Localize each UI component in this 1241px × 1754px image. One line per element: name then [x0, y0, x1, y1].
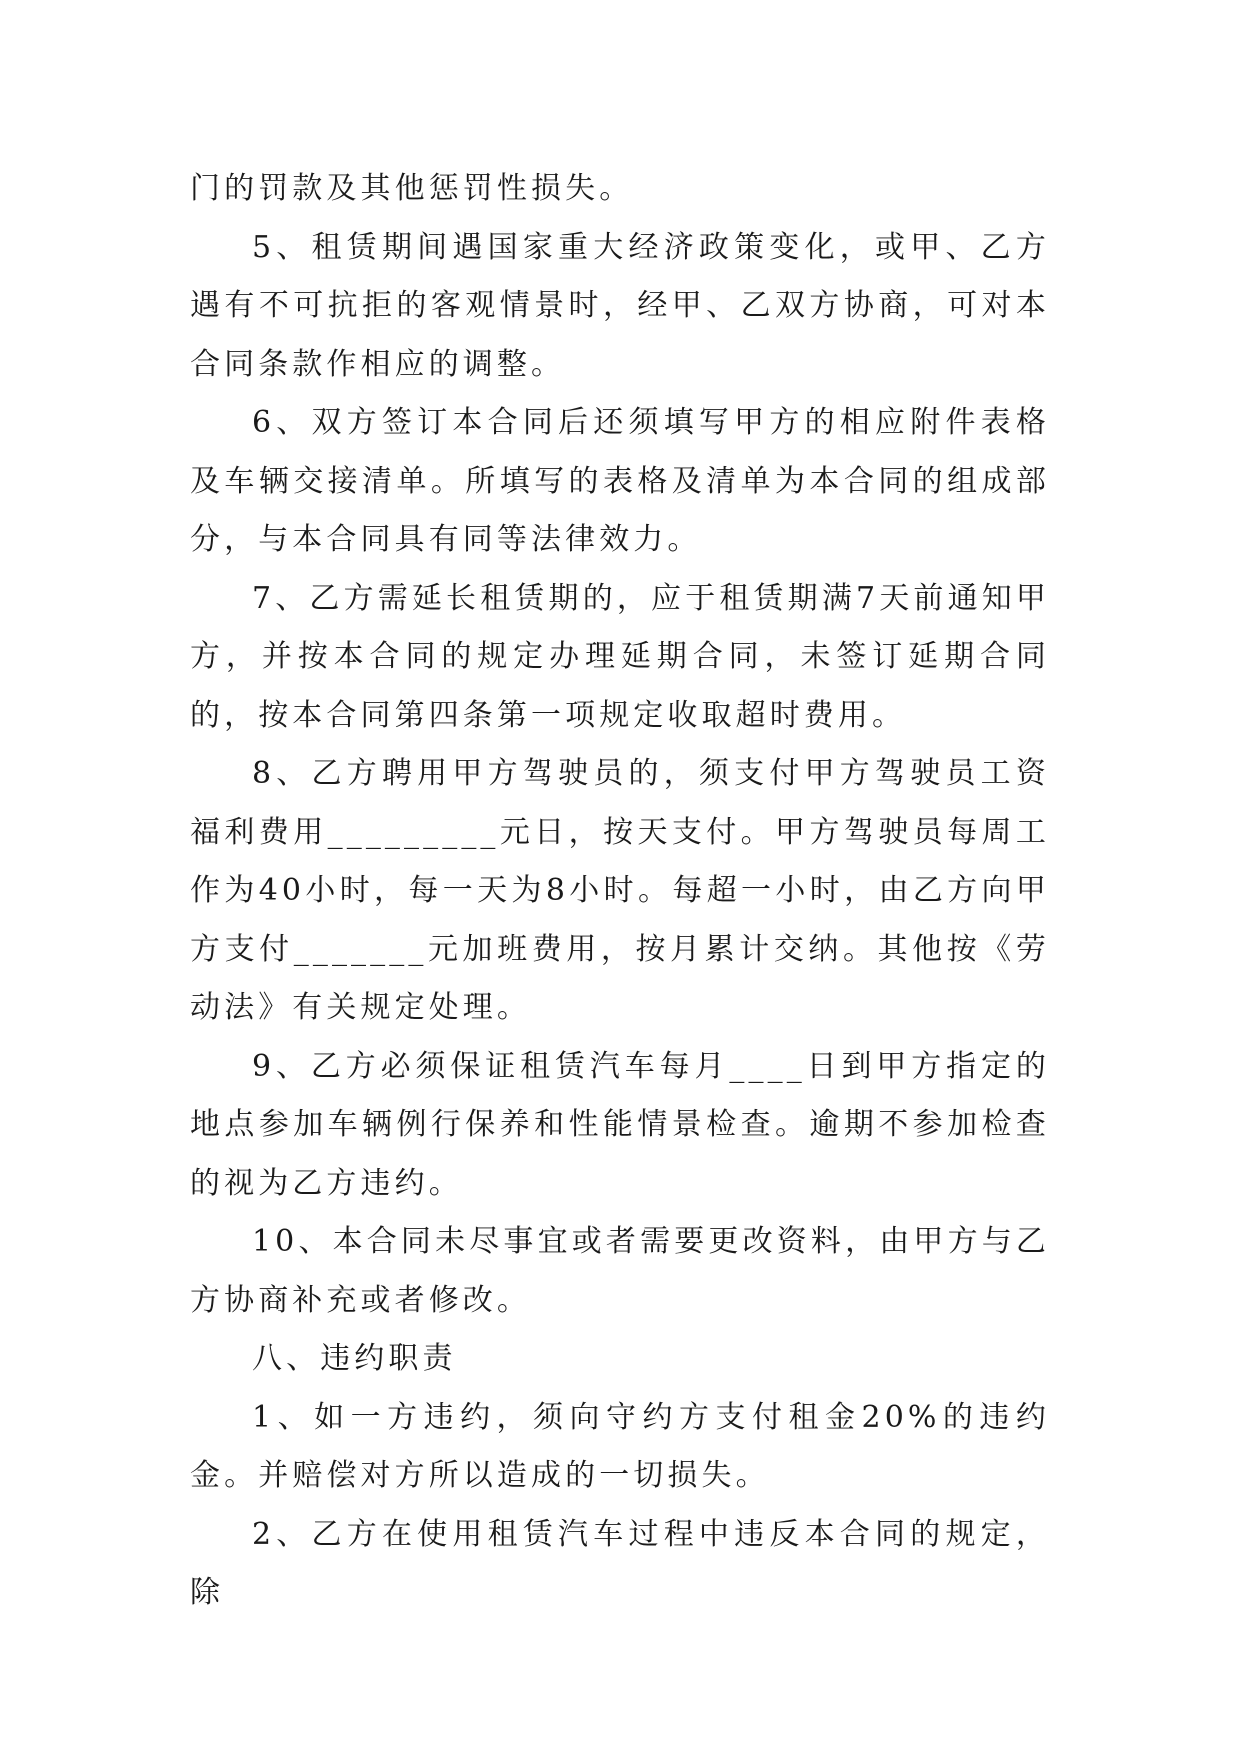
breach-clause-2: 2、乙方在使用租赁汽车过程中违反本合同的规定，除: [190, 1516, 1050, 1610]
document-body: [190, 160, 1050, 1623]
clause-10: 10、本合同未尽事宜或者需要更改资料，由甲方与乙方协商补充或者修改。: [190, 1224, 1050, 1318]
clause-8: 8、乙方聘用甲方驾驶员的，须支付甲方驾驶员工资福利费用_________元日，按天支付。甲方驾驶员每周工作为40小时，每一天为8小时。每超一小时，由乙方向甲方支付_______元加班费用，按月累计交纳。其他按《劳动法》有关规定处理。: [190, 756, 1050, 1025]
section-heading-breach-liability: 八、违约职责: [252, 1341, 457, 1376]
paragraph-continuation: 门的罚款及其他惩罚性损失。: [190, 171, 634, 206]
clause-5: 5、租赁期间遇国家重大经济政策变化，或甲、乙方遇有不可抗拒的客观情景时，经甲、乙双方协商，可对本合同条款作相应的调整。: [190, 229, 1050, 382]
clause-9: 9、乙方必须保证租赁汽车每月____日到甲方指定的地点参加车辆例行保养和性能情景检查。逾期不参加检查的视为乙方违约。: [190, 1048, 1050, 1201]
breach-clause-1: 1、如一方违约，须向守约方支付租金20%的违约金。并赔偿对方所以造成的一切损失。: [190, 1399, 1050, 1493]
clause-6: 6、双方签订本合同后还须填写甲方的相应附件表格及车辆交接清单。所填写的表格及清单为本合同的组成部分，与本合同具有同等法律效力。: [190, 405, 1050, 557]
clause-7: 7、乙方需延长租赁期的，应于租赁期满7天前通知甲方，并按本合同的规定办理延期合同，未签订延期合同的，按本合同第四条第一项规定收取超时费用。: [190, 580, 1050, 733]
